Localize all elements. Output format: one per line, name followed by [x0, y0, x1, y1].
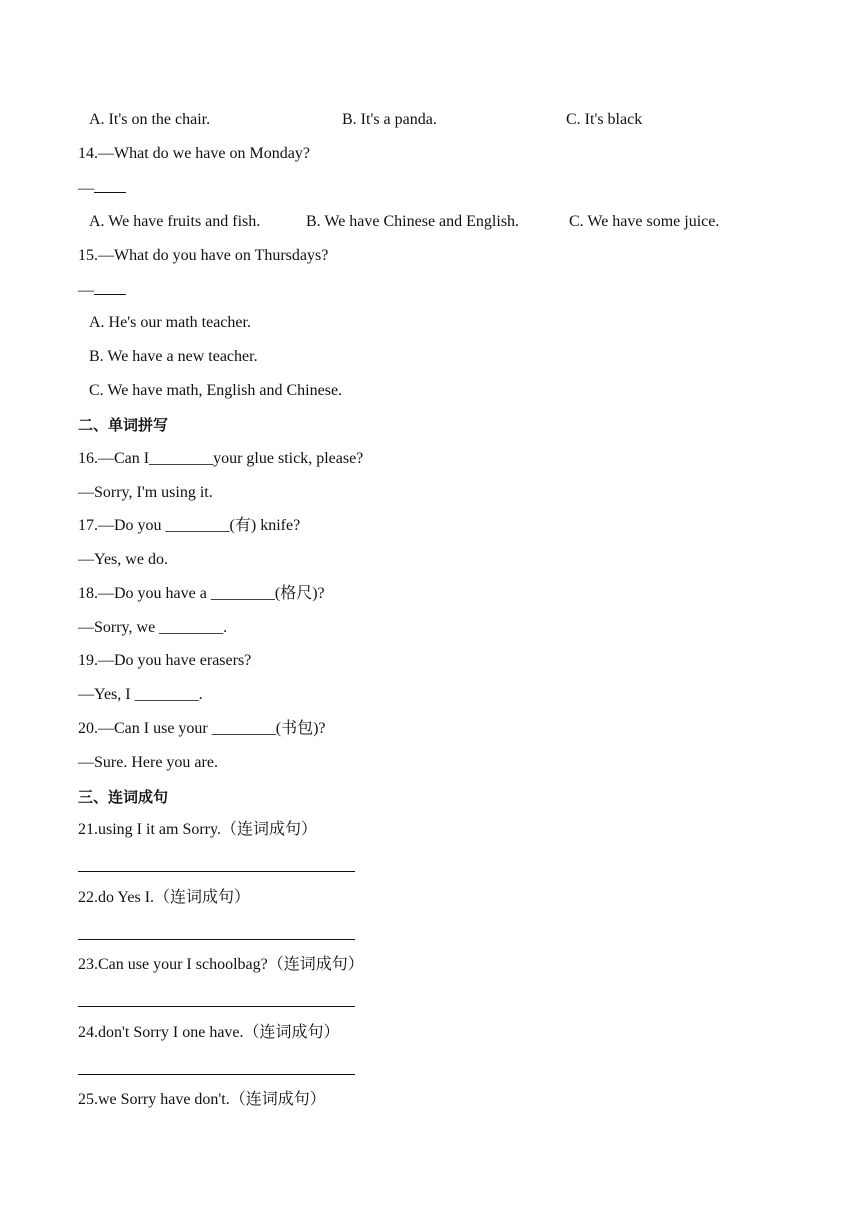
q15-option-a: A. He's our math teacher. — [89, 314, 251, 331]
q17-response: —Yes, we do. — [78, 551, 168, 568]
q19-question: 19.—Do you have erasers? — [78, 652, 252, 669]
q22-question: 22.do Yes I.（连词成句） — [78, 889, 251, 906]
q15-question: 15.—What do you have on Thursdays? — [78, 247, 329, 264]
q23-question: 23.Can use your I schoolbag?（连词成句） — [78, 956, 364, 973]
answer-blank — [94, 280, 126, 295]
q15-answer-blank — [78, 280, 126, 301]
q14-option-a: A. We have fruits and fish. — [89, 213, 261, 230]
q23-answer-line — [78, 1006, 355, 1007]
q24-answer-line — [78, 1074, 355, 1075]
q15-option-b: B. We have a new teacher. — [89, 348, 258, 365]
q22-answer-line — [78, 939, 355, 940]
answer-blank — [94, 178, 126, 193]
q16-response: —Sorry, I'm using it. — [78, 484, 213, 501]
q25-question: 25.we Sorry have don't.（连词成句） — [78, 1091, 326, 1108]
q14-question: 14.—What do we have on Monday? — [78, 145, 310, 162]
q21-question: 21.using I it am Sorry.（连词成句） — [78, 821, 317, 838]
q24-question: 24.don't Sorry I one have.（连词成句） — [78, 1024, 340, 1041]
q17-question: 17.—Do you ________(有) knife? — [78, 517, 301, 534]
q14-option-b: B. We have Chinese and English. — [306, 213, 520, 230]
q13-option-b: B. It's a panda. — [342, 111, 437, 128]
q14-answer-blank — [78, 178, 126, 199]
q20-question: 20.—Can I use your ________(书包)? — [78, 720, 326, 737]
q13-option-a: A. It's on the chair. — [89, 111, 211, 128]
q15-option-c: C. We have math, English and Chinese. — [89, 382, 343, 399]
q14-option-c: C. We have some juice. — [569, 213, 720, 230]
answer-dash: — — [78, 180, 94, 197]
q20-response: —Sure. Here you are. — [78, 754, 218, 771]
q16-question: 16.—Can I________your glue stick, please? — [78, 450, 364, 467]
answer-dash: — — [78, 282, 94, 299]
section-3-title: 三、连词成句 — [78, 788, 169, 806]
q19-response: —Yes, I ________. — [78, 686, 203, 703]
q21-answer-line — [78, 871, 355, 872]
q18-question: 18.—Do you have a ________(格尺)? — [78, 585, 325, 602]
q18-response: —Sorry, we ________. — [78, 619, 228, 636]
section-2-title: 二、单词拼写 — [78, 416, 169, 434]
q13-option-c: C. It's black — [566, 111, 643, 128]
